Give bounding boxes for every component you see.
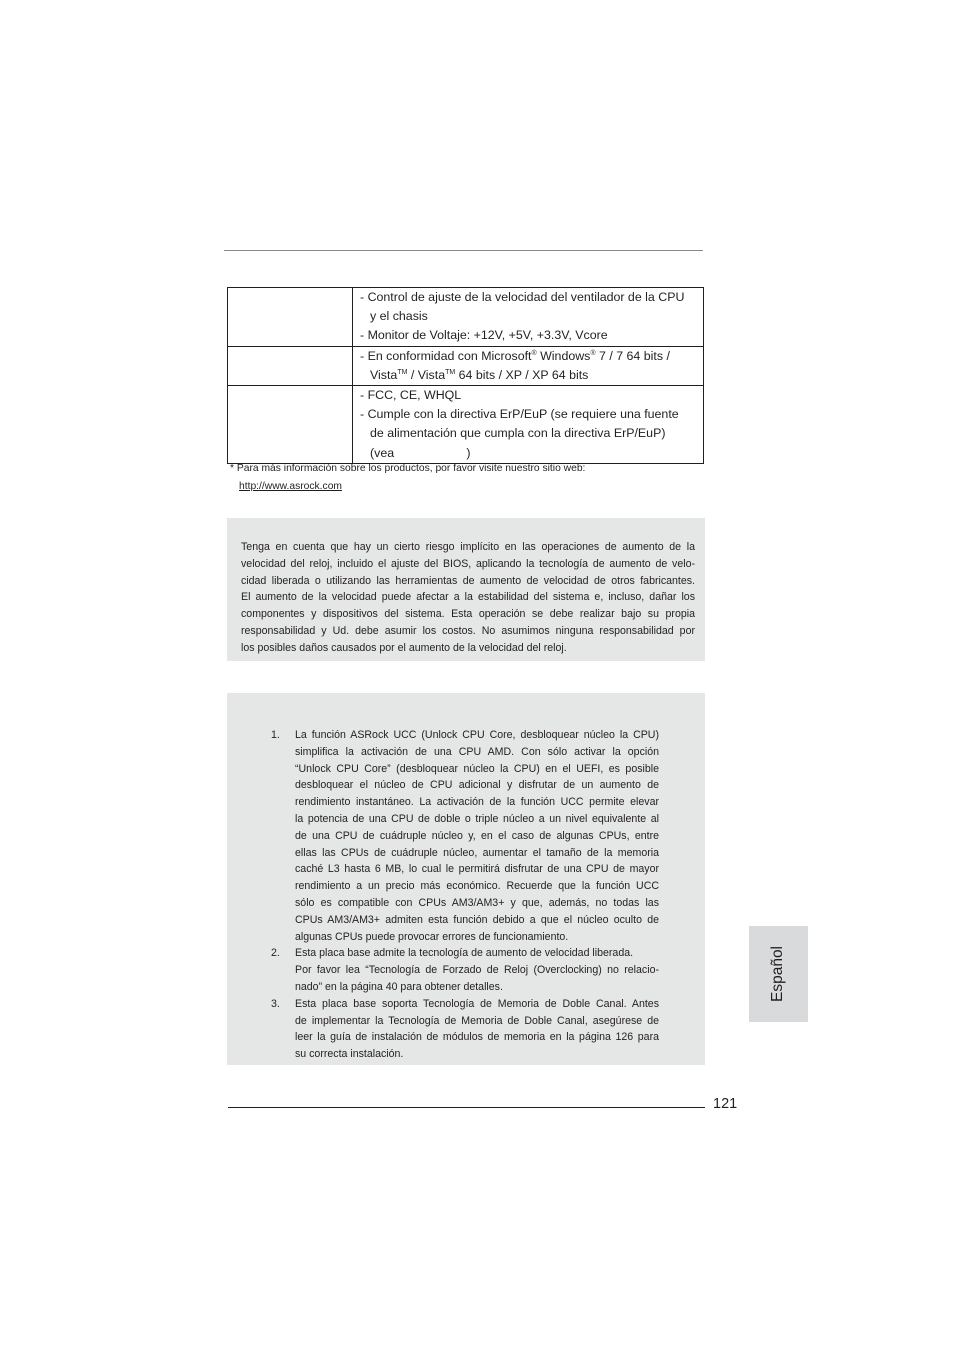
caution-line: cidad liberada o utilizando las herramientas de aumento de velocidad de otros fabricantes.: [241, 574, 695, 587]
spec-label-cell: [228, 288, 353, 347]
spec-line: y el chasis: [370, 309, 428, 324]
os-text: 64 bits / XP / XP 64 bits: [455, 367, 589, 382]
note-line: CPUs AM3/AM3+ admiten esta función debido a que el núcleo oculto de: [295, 913, 659, 926]
caution-line: responsabilidad y Ud. debe asumir los costos. No asumimos ninguna responsabilidad por: [241, 624, 695, 637]
note-line: rendimiento a un precio más económico. Recuerde que la función UCC: [295, 880, 659, 893]
note-line: sólo es compatible con CPUs AM3/AM3+ y que, además, no todas las: [295, 896, 659, 909]
spec-line: - Cumple con la directiva ErP/EuP (se requiere una fuente: [360, 407, 679, 422]
language-label: Español: [769, 945, 787, 1003]
note-line: de una CPU de cuádruple núcleo y, en el caso de algunas CPUs, entre: [295, 829, 659, 842]
caution-line: los posibles daños causados por el aumento de la velocidad del reloj.: [241, 641, 567, 654]
note-item-2: [271, 945, 659, 995]
note-number: 3.: [271, 997, 280, 1010]
note-line: ellas las CPUs de cuádruple núcleo, aumentar el tamaño de la memoria: [295, 846, 659, 859]
language-side-tab: [749, 926, 808, 1022]
trademark-mark: TM: [397, 368, 408, 376]
note-line: Esta placa base admite la tecnología de aumento de velocidad liberada.: [295, 947, 634, 960]
page-number: 121: [713, 1096, 738, 1112]
spec-line: - FCC, CE, WHQL: [360, 388, 462, 403]
footnote-text: * Para más información sobre los productos, por favor visite nuestro sitio web:: [230, 463, 586, 474]
spec-table: [227, 287, 704, 464]
note-line: simplifica la activación de una CPU AMD. Con sólo activar la opción: [295, 745, 659, 758]
spec-line: (vea ): [370, 445, 471, 460]
note-line: leer la guía de instalación de módulos de memoria en la página 126 para: [295, 1031, 659, 1044]
spec-line: de alimentación que cumpla con la directiva ErP/EuP): [370, 426, 666, 441]
spec-value-cell: [353, 386, 704, 464]
caution-line: velocidad del reloj, incluido el ajuste del BIOS, aplicando la tecnología de aumento de velo-: [241, 557, 695, 570]
os-line-2: [360, 366, 703, 385]
os-text: - En conformidad con Microsoft: [360, 348, 532, 363]
spec-value-cell: [353, 346, 704, 385]
registered-mark: ®: [590, 349, 596, 357]
os-text: Vista: [370, 367, 398, 382]
os-text: / Vista: [407, 367, 446, 382]
note-line: su correcta instalación.: [295, 1048, 404, 1061]
spec-line: - Control de ajuste de la velocidad del ventilador de la CPU: [360, 290, 685, 304]
os-text: 7 / 7 64 bits /: [595, 348, 670, 363]
notes-box: [227, 693, 705, 1065]
trademark-mark: TM: [445, 368, 456, 376]
registered-mark: ®: [531, 349, 537, 357]
note-line: Esta placa base soporta Tecnología de Memoria de Doble Canal. Antes: [295, 997, 659, 1010]
note-item-1: [271, 727, 659, 945]
bottom-rule: [228, 1107, 705, 1108]
caution-box: [227, 518, 705, 661]
note-line: caché L3 hasta 6 MB, lo cual le permitirá disfrutar de una CPU de mayor: [295, 863, 659, 876]
caution-paragraph: [241, 539, 695, 657]
asrock-website-link[interactable]: http://www.asrock.com: [239, 480, 342, 492]
spec-value-cell: [353, 288, 704, 347]
notes-list: [271, 727, 659, 1063]
caution-line: Tenga en cuenta que hay un cierto riesgo implícito en las operaciones de aumento de la: [241, 541, 695, 553]
spec-row-os: [228, 346, 704, 385]
caution-line: El aumento de la velocidad puede afectar a la estabilidad del sistema e, incluso, dañar los: [241, 591, 695, 604]
note-line: de implementar la Tecnología de Memoria de Doble Canal, asegúrese de: [295, 1014, 659, 1027]
spec-label-cell: [228, 346, 353, 385]
note-number: 1.: [271, 729, 280, 741]
note-line: “Unlock CPU Core” (desbloquear núcleo la CPU) en el UEFI, es posible: [295, 762, 659, 775]
caution-line: componentes y dispositivos del sistema. Esta operación se debe realizar bajo su propia: [241, 608, 695, 621]
spec-label-cell: [228, 386, 353, 464]
spec-row-certifications: [228, 386, 704, 464]
note-line: Por favor lea “Tecnología de Forzado de Reloj (Overclocking) no relacio-: [295, 964, 659, 977]
note-line: algunas CPUs puede provocar errores de funcionamiento.: [295, 930, 569, 943]
top-rule: [224, 250, 703, 251]
note-number: 2.: [271, 947, 280, 960]
footnote: [230, 460, 585, 495]
note-line: nado” en la página 40 para obtener detalles.: [295, 980, 503, 993]
os-line-1: [360, 347, 703, 366]
os-text: Windows: [536, 348, 591, 363]
note-line: La función ASRock UCC (Unlock CPU Core, desbloquear núcleo la CPU): [295, 729, 659, 741]
note-line: rendimiento instantáneo. La activación de la función UCC permite elevar: [295, 796, 659, 809]
spec-line: - Monitor de Voltaje: +12V, +5V, +3.3V, Vcore: [360, 328, 608, 343]
spec-row-hardware-monitor: [228, 288, 704, 347]
note-item-3: [271, 996, 659, 1063]
note-line: la potencia de una CPU de doble o triple núcleo a un nivel equivalente al: [295, 812, 659, 825]
note-line: desbloquear el núcleo de CPU adicional y disfrutar de un aumento de: [295, 779, 659, 792]
